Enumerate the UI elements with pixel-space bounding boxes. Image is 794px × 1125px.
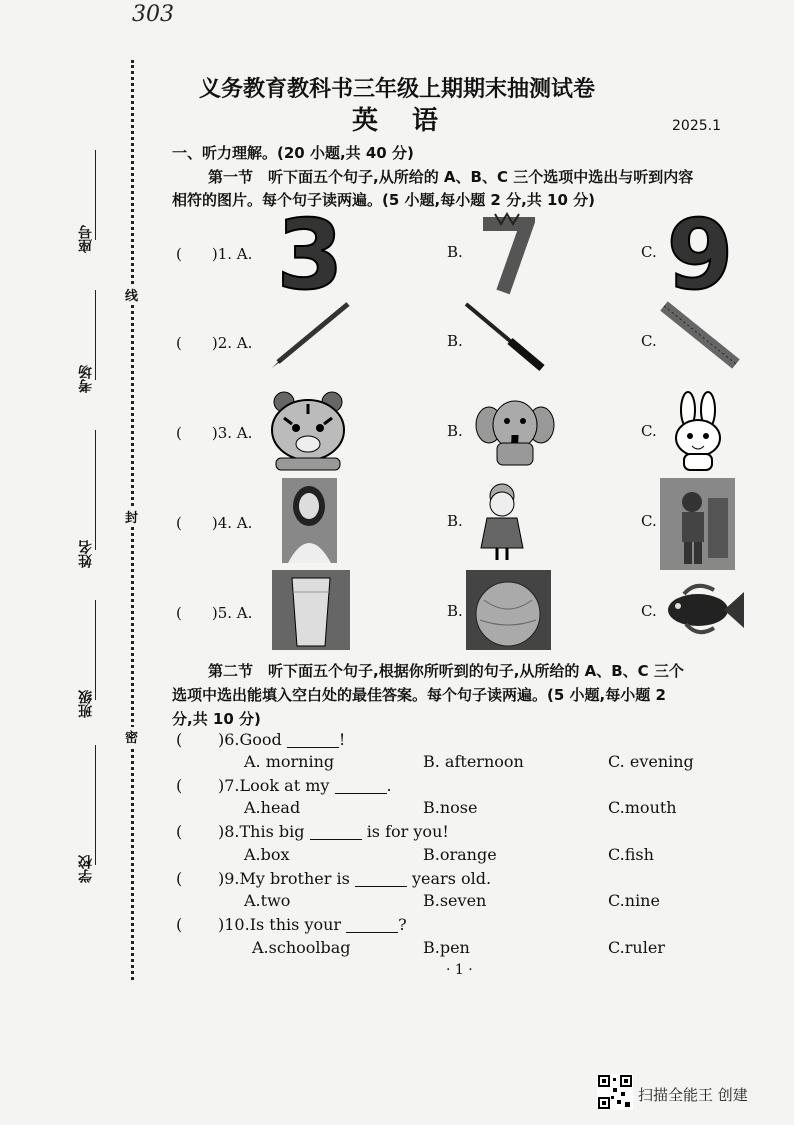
question-10-option-a[interactable]: A.schoolbag <box>252 938 351 957</box>
class-field[interactable] <box>95 600 96 700</box>
cut-secret-mark: 密 <box>125 727 138 746</box>
question-8-paren[interactable]: ( <box>176 822 183 841</box>
question-8-option-c[interactable]: C.fish <box>608 845 654 864</box>
tiger-image <box>268 388 348 473</box>
question-4-c-label: C. <box>641 512 657 530</box>
question-5-c-label: C. <box>641 602 657 620</box>
boy-image <box>660 478 735 570</box>
cut-seal-mark: 封 <box>125 507 138 526</box>
section1-instruction-1: 第一节 听下面五个句子,从所给的 A、B、C 三个选项中选出与听到内容 <box>208 168 694 186</box>
qr-code-icon <box>597 1074 633 1110</box>
woman-image <box>282 478 337 563</box>
question-6-option-a[interactable]: A. morning <box>244 752 335 771</box>
question-3-label[interactable]: ( )3. A. <box>176 424 253 442</box>
question-7-post: . <box>386 776 392 795</box>
question-7-option-a[interactable]: A.head <box>244 798 301 817</box>
number-7-image <box>475 212 535 297</box>
question-9-option-b[interactable]: B.seven <box>423 891 487 910</box>
section1-instruction-2: 相符的图片。每个句子读两遍。(5 小题,每小题 2 分,共 10 分) <box>172 191 595 209</box>
question-2-label[interactable]: ( )2. A. <box>176 334 253 352</box>
question-6-post: ! <box>338 730 346 749</box>
number-3-image <box>275 210 345 295</box>
question-3-b-label: B. <box>447 422 463 440</box>
exam-date: 2025.1 <box>672 118 721 134</box>
name-label: 姓名 <box>78 540 94 568</box>
ball-image <box>466 570 551 650</box>
question-9-option-c[interactable]: C.nine <box>608 891 660 910</box>
question-2-c-label: C. <box>641 332 657 350</box>
question-10-stem <box>218 915 407 934</box>
question-10-blank <box>346 931 398 933</box>
question-6-pre: )6.Good <box>218 730 282 749</box>
question-7-option-c[interactable]: C.mouth <box>608 798 677 817</box>
question-10-option-b[interactable]: B.pen <box>423 938 470 957</box>
question-5-b-label: B. <box>447 602 463 620</box>
question-8-stem <box>218 822 449 841</box>
question-1-c-label: C. <box>641 243 657 261</box>
question-10-paren[interactable]: ( <box>176 915 183 934</box>
glass-of-milk-image <box>272 570 350 650</box>
cut-line-mark: 线 <box>125 285 138 304</box>
question-6-option-c[interactable]: C. evening <box>608 752 694 771</box>
question-8-pre: )8.This big <box>218 822 305 841</box>
school-label: 学校 <box>78 855 94 883</box>
seat-label: 座号 <box>78 225 94 253</box>
question-7-blank <box>335 792 387 794</box>
fish-image <box>664 580 746 640</box>
question-10-post: ? <box>398 915 407 934</box>
seat-field[interactable] <box>95 150 96 240</box>
ruler-image <box>658 300 743 372</box>
question-6-blank <box>287 746 339 748</box>
question-7-option-b[interactable]: B.nose <box>423 798 478 817</box>
question-9-stem <box>218 869 491 888</box>
question-2-b-label: B. <box>447 332 463 350</box>
question-6-option-b[interactable]: B. afternoon <box>423 752 524 771</box>
question-8-blank <box>310 838 362 840</box>
question-6-stem <box>218 730 345 749</box>
class-label: 班级 <box>78 690 94 718</box>
section2-instruction-2: 选项中选出能填入空白处的最佳答案。每个句子读两遍。(5 小题,每小题 2 <box>172 686 666 704</box>
handwritten-note: 303 <box>132 2 174 27</box>
part1-heading: 一、听力理解。(20 小题,共 40 分) <box>172 144 414 162</box>
question-3-c-label: C. <box>641 422 657 440</box>
rabbit-image <box>668 390 728 475</box>
question-5-label[interactable]: ( )5. A. <box>176 604 253 622</box>
question-9-option-a[interactable]: A.two <box>244 891 291 910</box>
grandmother-image <box>475 478 530 563</box>
subject-title: 英 语 <box>351 106 442 136</box>
exam-room-field[interactable] <box>95 290 96 380</box>
question-8-option-b[interactable]: B.orange <box>423 845 497 864</box>
page-number: · 1 · <box>446 962 473 978</box>
svg-text:3: 3 <box>276 210 344 295</box>
question-10-option-c[interactable]: C.ruler <box>608 938 665 957</box>
exam-title: 义务教育教科书三年级上期期末抽测试卷 <box>198 77 595 102</box>
pencil-image <box>268 300 353 370</box>
question-1-b-label: B. <box>447 243 463 261</box>
question-4-label[interactable]: ( )4. A. <box>176 514 253 532</box>
pen-image <box>462 300 547 372</box>
question-7-pre: )7.Look at my <box>218 776 330 795</box>
question-10-pre: )10.Is this your <box>218 915 342 934</box>
question-6-paren[interactable]: ( <box>176 730 183 749</box>
exam-room-label: 考场 <box>78 365 94 393</box>
question-9-paren[interactable]: ( <box>176 869 183 888</box>
question-4-b-label: B. <box>447 512 463 530</box>
section2-instruction-1: 第二节 听下面五个句子,根据你所听到的句子,从所给的 A、B、C 三个 <box>208 662 684 680</box>
question-7-paren[interactable]: ( <box>176 776 183 795</box>
school-field[interactable] <box>95 745 96 865</box>
question-9-pre: )9.My brother is <box>218 869 350 888</box>
section2-instruction-3: 分,共 10 分) <box>172 710 261 728</box>
scanner-credit: 扫描全能王 创建 <box>638 1086 748 1104</box>
svg-text:9: 9 <box>666 210 734 295</box>
number-9-image <box>665 210 735 295</box>
question-1-label[interactable]: ( )1. A. <box>176 245 253 263</box>
name-field[interactable] <box>95 430 96 550</box>
elephant-image <box>475 395 555 467</box>
question-8-option-a[interactable]: A.box <box>244 845 290 864</box>
question-8-post: is for you! <box>366 822 449 841</box>
question-9-blank <box>355 885 407 887</box>
question-9-post: years old. <box>412 869 492 888</box>
question-7-stem <box>218 776 392 795</box>
